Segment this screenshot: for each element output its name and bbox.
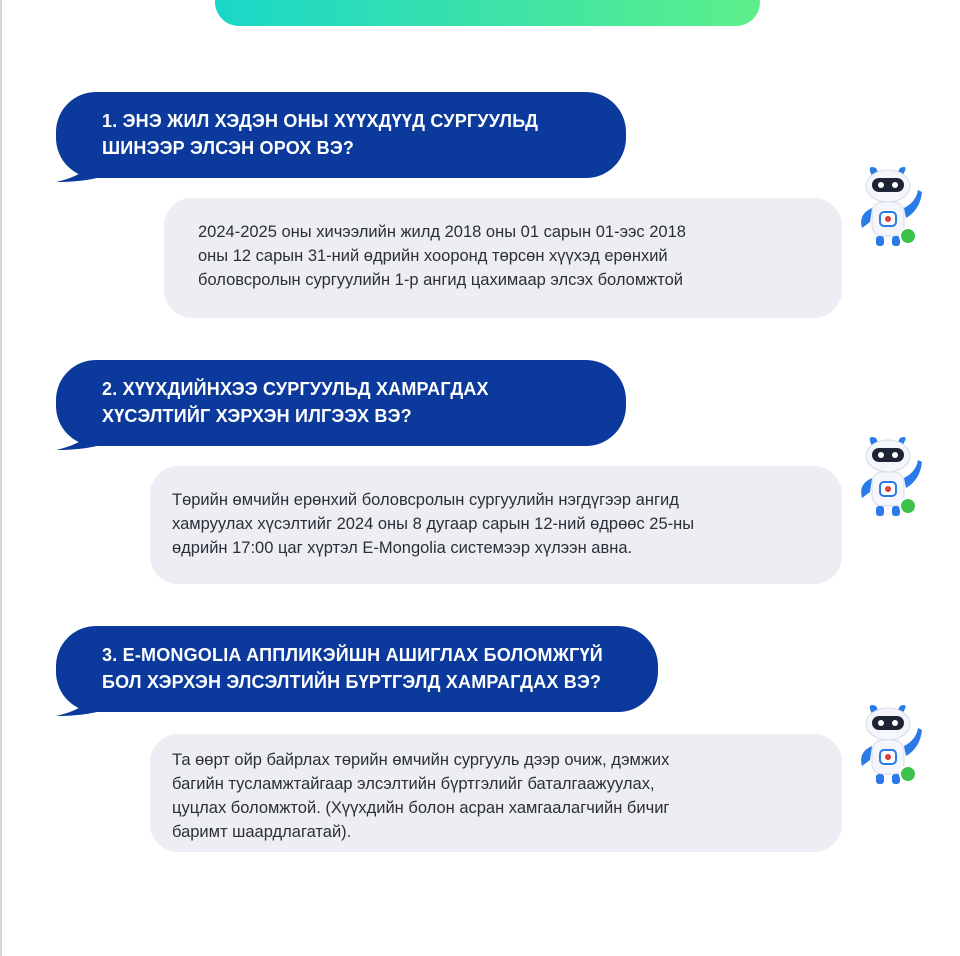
question-bubble-1 bbox=[56, 92, 626, 178]
answer-line: Та өөрт ойр байрлах төрийн өмчийн сургууль дээр очиж, дэмжих bbox=[172, 751, 670, 769]
robot-assistant-icon bbox=[852, 700, 924, 788]
question-bubble-2 bbox=[56, 360, 626, 446]
question-line: 1. ЭНЭ ЖИЛ ХЭДЭН ОНЫ ХҮҮХДҮҮД СУРГУУЛЬД bbox=[102, 111, 539, 131]
answer-line: багийн тусламжтайгаар элсэлтийн бүртгэлийг баталгаажуулах, bbox=[172, 775, 655, 793]
top-banner bbox=[215, 0, 760, 26]
question-line: ХҮСЭЛТИЙГ ХЭРХЭН ИЛГЭЭХ ВЭ? bbox=[102, 406, 412, 426]
answer-line: хамруулах хүсэлтийг 2024 оны 8 дугаар сарын 12-ний өдрөөс 25-ны bbox=[172, 515, 695, 533]
answer-bubble-1 bbox=[164, 198, 842, 318]
robot-assistant-icon bbox=[852, 162, 924, 250]
answer-line: боловсролын сургуулийн 1-р ангид цахимаар элсэх боломжтой bbox=[198, 271, 683, 289]
answer-line: оны 12 сарын 31-ний өдрийн хооронд төрсөн хүүхэд ерөнхий bbox=[198, 247, 668, 265]
question-line: БОЛ ХЭРХЭН ЭЛСЭЛТИЙН БҮРТГЭЛД ХАМРАГДАХ ВЭ? bbox=[102, 672, 602, 692]
answer-bubble-3 bbox=[150, 734, 842, 852]
answer-line: цуцлах боломжтой. (Хүүхдийн болон асран хамгаалагчийн бичиг bbox=[172, 799, 670, 817]
question-line: 2. ХҮҮХДИЙНХЭЭ СУРГУУЛЬД ХАМРАГДАХ bbox=[102, 379, 489, 399]
online-dot-icon bbox=[900, 766, 916, 782]
answer-line: баримт шаардлагатай). bbox=[172, 823, 352, 841]
question-line: 3. E-MONGOLIA АППЛИКЭЙШН АШИГЛАХ БОЛОМЖГҮЙ bbox=[102, 645, 603, 665]
answer-bubble-2 bbox=[150, 466, 842, 584]
question-line: ШИНЭЭР ЭЛСЭН ОРОХ ВЭ? bbox=[102, 138, 355, 158]
answer-line: Төрийн өмчийн ерөнхий боловсролын сургуулийн нэгдүгээр ангид bbox=[172, 491, 679, 509]
online-dot-icon bbox=[900, 498, 916, 514]
answer-line: 2024-2025 оны хичээлийн жилд 2018 оны 01 сарын 01-ээс 2018 bbox=[198, 223, 686, 241]
robot-assistant-icon bbox=[852, 432, 924, 520]
page-left-border bbox=[0, 0, 2, 956]
question-bubble-3 bbox=[56, 626, 658, 712]
online-dot-icon bbox=[900, 228, 916, 244]
answer-line: өдрийн 17:00 цаг хүртэл E-Mongolia системээр хүлээн авна. bbox=[172, 539, 633, 557]
